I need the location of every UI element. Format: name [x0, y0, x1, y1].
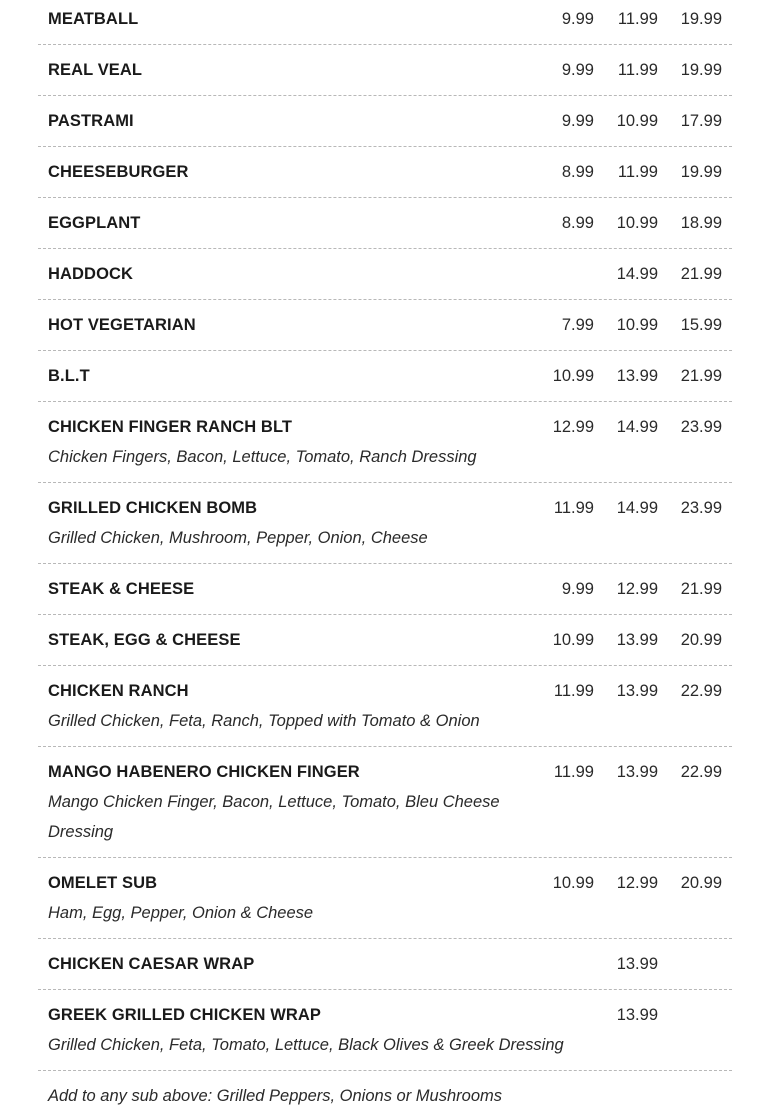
menu-item	[38, 747, 732, 858]
menu-item	[38, 615, 732, 666]
price-large: 20.99	[680, 631, 722, 649]
price-medium: 11.99	[617, 163, 658, 181]
price-large: 21.99	[680, 265, 722, 283]
item-description: Grilled Chicken, Feta, Ranch, Topped with Tomato & Onion	[48, 712, 480, 730]
menu-item	[38, 45, 732, 96]
item-name: MEATBALL	[48, 10, 139, 28]
item-name: GRILLED CHICKEN BOMB	[48, 499, 258, 517]
item-name: REAL VEAL	[48, 61, 143, 79]
price-medium: 11.99	[617, 10, 658, 28]
item-name: B.L.T	[48, 367, 90, 385]
item-name: GREEK GRILLED CHICKEN WRAP	[48, 1006, 322, 1024]
item-name: CHICKEN RANCH	[48, 682, 189, 700]
item-description: Chicken Fingers, Bacon, Lettuce, Tomato, Ranch Dressing	[48, 448, 477, 466]
add-on-note-row	[38, 1071, 732, 1116]
price-large: 22.99	[680, 763, 722, 781]
price-large: 19.99	[680, 163, 722, 181]
item-description: Ham, Egg, Pepper, Onion & Cheese	[48, 904, 314, 922]
price-medium: 12.99	[616, 874, 658, 892]
price-medium: 13.99	[616, 367, 658, 385]
item-description: Mango Chicken Finger, Bacon, Lettuce, Tomato, Bleu Cheese Dressing	[48, 793, 500, 841]
price-small: 9.99	[561, 580, 594, 598]
price-large: 17.99	[680, 112, 722, 130]
price-medium: 13.99	[616, 682, 658, 700]
menu-item	[38, 564, 732, 615]
price-large: 21.99	[680, 580, 722, 598]
menu-item	[38, 858, 732, 939]
price-small: 12.99	[552, 418, 594, 436]
item-name: OMELET SUB	[48, 874, 158, 892]
item-description: Grilled Chicken, Mushroom, Pepper, Onion, Cheese	[48, 529, 428, 547]
price-medium: 14.99	[616, 265, 658, 283]
price-small: 11.99	[553, 682, 594, 700]
item-name: MANGO HABENERO CHICKEN FINGER	[48, 763, 360, 781]
price-large: 23.99	[680, 499, 722, 517]
menu-item	[38, 939, 732, 990]
item-name: STEAK & CHEESE	[48, 580, 195, 598]
price-small: 11.99	[553, 763, 594, 781]
price-small: 8.99	[561, 163, 594, 181]
menu-item	[38, 198, 732, 249]
price-medium: 12.99	[616, 580, 658, 598]
menu-item	[38, 351, 732, 402]
price-medium: 13.99	[616, 955, 658, 973]
price-small: 8.99	[561, 214, 594, 232]
item-name: STEAK, EGG & CHEESE	[48, 631, 241, 649]
price-small: 7.99	[561, 316, 594, 334]
price-small: 10.99	[552, 631, 594, 649]
price-large: 22.99	[680, 682, 722, 700]
add-on-note: Add to any sub above: Grilled Peppers, Onions or Mushrooms	[48, 1087, 502, 1105]
menu-item	[38, 249, 732, 300]
price-medium: 10.99	[616, 112, 658, 130]
item-name: CHEESEBURGER	[48, 163, 189, 181]
menu-item	[38, 96, 732, 147]
menu-item	[38, 147, 732, 198]
item-name: EGGPLANT	[48, 214, 141, 232]
price-small: 9.99	[561, 61, 594, 79]
menu-item	[38, 483, 732, 564]
price-medium: 14.99	[616, 499, 658, 517]
price-large: 20.99	[680, 874, 722, 892]
menu-item	[38, 300, 732, 351]
price-small: 9.99	[561, 112, 594, 130]
price-medium: 11.99	[617, 61, 658, 79]
item-name: HADDOCK	[48, 265, 134, 283]
price-large: 23.99	[680, 418, 722, 436]
price-small: 9.99	[561, 10, 594, 28]
menu-item	[38, 666, 732, 747]
price-large: 19.99	[680, 61, 722, 79]
menu-item	[38, 0, 732, 45]
price-large: 21.99	[680, 367, 722, 385]
item-name: CHICKEN CAESAR WRAP	[48, 955, 255, 973]
price-medium: 13.99	[616, 1006, 658, 1024]
price-medium: 14.99	[616, 418, 658, 436]
item-name: CHICKEN FINGER RANCH BLT	[48, 418, 293, 436]
item-name: HOT VEGETARIAN	[48, 316, 196, 334]
price-large: 19.99	[680, 10, 722, 28]
price-large: 18.99	[680, 214, 722, 232]
price-medium: 13.99	[616, 763, 658, 781]
menu-item	[38, 402, 732, 483]
price-small: 10.99	[552, 367, 594, 385]
price-small: 11.99	[553, 499, 594, 517]
item-description: Grilled Chicken, Feta, Tomato, Lettuce, Black Olives & Greek Dressing	[48, 1036, 564, 1054]
price-large: 15.99	[680, 316, 722, 334]
price-small: 10.99	[552, 874, 594, 892]
price-medium: 10.99	[616, 316, 658, 334]
price-medium: 13.99	[616, 631, 658, 649]
menu-item	[38, 990, 732, 1071]
price-medium: 10.99	[616, 214, 658, 232]
item-name: PASTRAMI	[48, 112, 134, 130]
menu-list	[38, 0, 732, 1116]
